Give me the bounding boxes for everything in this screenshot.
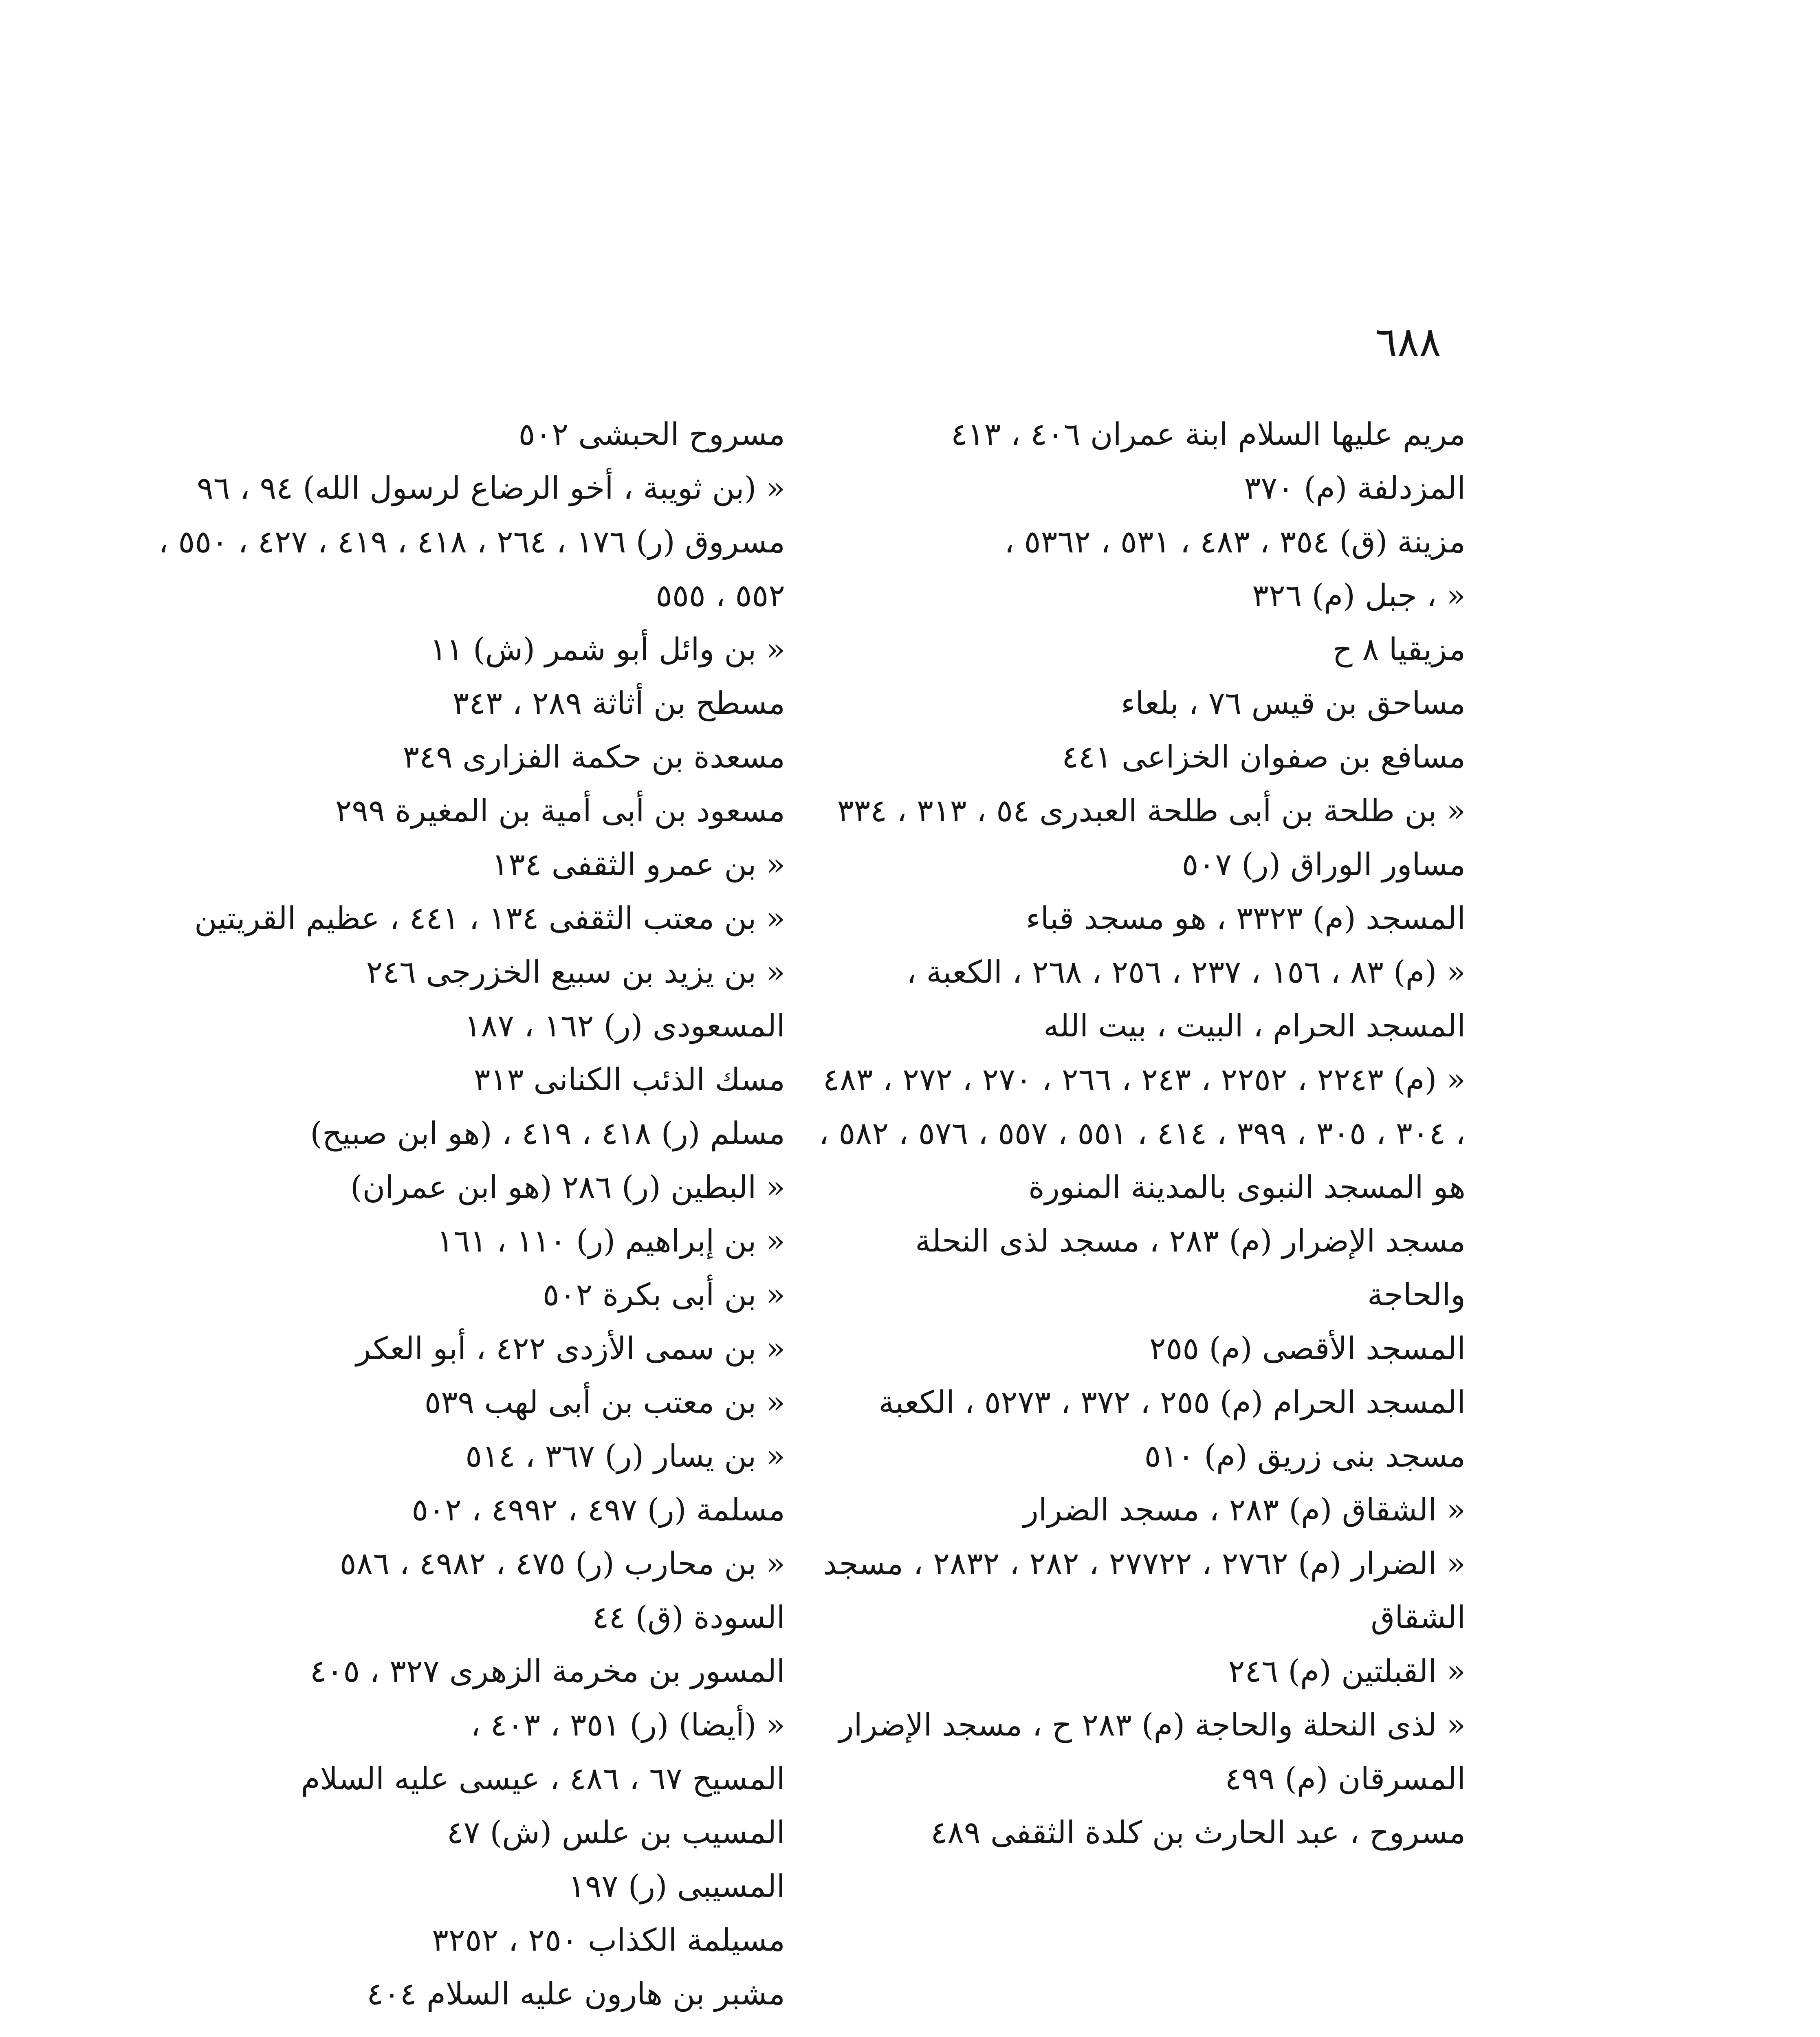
index-column-left (105, 407, 785, 2021)
index-entry: « بن أبى بكرة ٥٠٢ (542, 1276, 785, 1313)
index-entry: مسلمة (ر) ٤٩٧ ، ٤٩٩٢ ، ٥٠٢ (412, 1491, 785, 1528)
index-entry: مسعدة بن حكمة الفزارى ٣٤٩ (403, 739, 785, 775)
index-entry: مسيلمة الكذاب ٢٥٠ ، ٣٢٥٢ (431, 1922, 785, 1958)
index-entry: المسجد (م) ٣٣٢٣ ، هو مسجد قباء (1026, 900, 1466, 936)
index-entry: مسجد الإضرار (م) ٢٨٣ ، مسجد لذى النحلة والحاجة (915, 1223, 1466, 1313)
index-entry: « بن سمى الأزدى ٤٢٢ ، أبو العكر (356, 1330, 785, 1366)
index-entry: « لذى النحلة والحاجة (م) ٢٨٣ ح ، مسجد الإضرار (838, 1707, 1466, 1743)
index-entry: المسور بن مخرمة الزهرى ٣٢٧ ، ٤٠٥ (310, 1653, 785, 1689)
index-entry: « الشقاق (م) ٢٨٣ ، مسجد الضرار (1023, 1491, 1466, 1528)
index-entry: « بن طلحة بن أبى طلحة العبدرى ٥٤ ، ٣١٣ ، ٣٣٤ (837, 792, 1466, 829)
index-entry: المسرقان (م) ٤٩٩ (1225, 1760, 1466, 1797)
index-entry: مساحق بن قيس ٧٦ ، بلعاء (1120, 685, 1466, 721)
index-entry: مريم عليها السلام ابنة عمران ٤٠٦ ، ٤١٣ (951, 416, 1466, 452)
index-entry: مسافع بن صفوان الخزاعى ٤٤١ (1062, 739, 1466, 775)
index-entry: « (بن ثويبة ، أخو الرضاع لرسول الله) ٩٤ ، ٩٦ (196, 470, 785, 506)
index-entry: « ، جبل (م) ٣٢٦ (1252, 577, 1466, 614)
index-entry: « (م) ٨٣ ، ١٥٦ ، ٢٣٧ ، ٢٥٦ ، ٢٦٨ ، الكعبة ، المسجد الحرام ، البيت ، بيت الله (906, 954, 1466, 1044)
index-entry: « (أيضا) (ر) ٣٥١ ، ٤٠٣ ، (470, 1707, 785, 1743)
index-column-right (814, 407, 1466, 1859)
index-entry: مسعود بن أبى أمية بن المغيرة ٢٩٩ (335, 792, 785, 829)
index-entry: مسروح ، عبد الحارث بن كلدة الثقفى ٤٨٩ (931, 1814, 1466, 1850)
index-entry: « بن عمرو الثقفى ١٣٤ (492, 846, 785, 882)
index-entry: مساور الوراق (ر) ٥٠٧ (1182, 846, 1466, 882)
index-entry: مسطح بن أثاثة ٢٨٩ ، ٣٤٣ (452, 685, 785, 721)
index-entry: « (م) ٢٢٤٣ ، ٢٢٥٢ ، ٢٤٣ ، ٢٦٦ ، ٢٧٠ ، ٢٧٢ ، ٤٨٣ ، ٣٠٤ ، ٣٠٥ ، ٣٩٩ ، ٤١٤ ، ٥٥١ ، ٥٥٧ ، ٥٧٦ ، ٥٨٢ ، هو المسجد النبوى بالمدينة المنورة (819, 1061, 1466, 1205)
index-entry: مسجد بنى زريق (م) ٥١٠ (1144, 1438, 1466, 1474)
index-entry: « بن معتب بن أبى لهب ٥٣٩ (424, 1384, 785, 1420)
index-entry: المزدلفة (م) ٣٧٠ (1244, 470, 1466, 506)
index-entry: المسجد الحرام (م) ٢٥٥ ، ٣٧٢ ، ٥٢٧٣ ، الكعبة (878, 1384, 1466, 1420)
index-entry: مسك الذئب الكنانى ٣١٣ (473, 1061, 785, 1098)
index-entry: مشبر بن هارون عليه السلام ٤٠٤ (367, 1975, 785, 2012)
index-entry: مزيقيا ٨ ح (1332, 631, 1466, 667)
index-entry: مزينة (ق) ٣٥٤ ، ٤٨٣ ، ٥٣١ ، ٥٣٦٢ ، (1004, 524, 1466, 560)
index-entry: مسروق (ر) ١٧٦ ، ٢٦٤ ، ٤١٨ ، ٤١٩ ، ٤٢٧ ، ٥٥٠ ، ٥٥٢ ، ٥٥٥ (158, 524, 785, 614)
index-entry: « بن وائل أبو شمر (ش) ١١ (430, 631, 785, 667)
index-entry: « بن يزيد بن سبيع الخزرجى ٢٤٦ (366, 954, 785, 990)
index-entry: « الضرار (م) ٢٧٦٢ ، ٢٧٧٢٢ ، ٢٨٢ ، ٢٨٣٢ ، مسجد الشقاق (823, 1545, 1466, 1635)
index-entry: مسروح الحبشى ٥٠٢ (518, 416, 785, 452)
index-entry: السودة (ق) ٤٤ (592, 1599, 785, 1635)
index-entry: « بن معتب الثقفى ١٣٤ ، ٤٤١ ، عظيم القريتين (194, 900, 785, 936)
index-entry: « البطين (ر) ٢٨٦ (هو ابن عمران) (350, 1169, 785, 1205)
page-number: ٦٨٨ (1375, 318, 1441, 366)
index-entry: المسيب بن علس (ش) ٤٧ (447, 1814, 785, 1850)
index-entry: المسيبى (ر) ١٩٧ (568, 1868, 785, 1904)
index-entry: المسجد الأقصى (م) ٢٥٥ (1149, 1330, 1466, 1366)
index-entry: « بن إبراهيم (ر) ١١٠ ، ١٦١ (437, 1223, 785, 1259)
index-entry: « بن يسار (ر) ٣٦٧ ، ٥١٤ (465, 1438, 785, 1474)
index-entry: « بن محارب (ر) ٤٧٥ ، ٤٩٨٢ ، ٥٨٦ (339, 1545, 785, 1582)
index-entry: المسيح ٦٧ ، ٤٨٦ ، عيسى عليه السلام (301, 1760, 785, 1797)
index-entry: مسلم (ر) ٤١٨ ، ٤١٩ ، (هو ابن صبيح) (310, 1115, 785, 1151)
index-entry: المسعودى (ر) ١٦٢ ، ١٨٧ (464, 1008, 785, 1044)
index-entry: « القبلتين (م) ٢٤٦ (1228, 1653, 1466, 1689)
